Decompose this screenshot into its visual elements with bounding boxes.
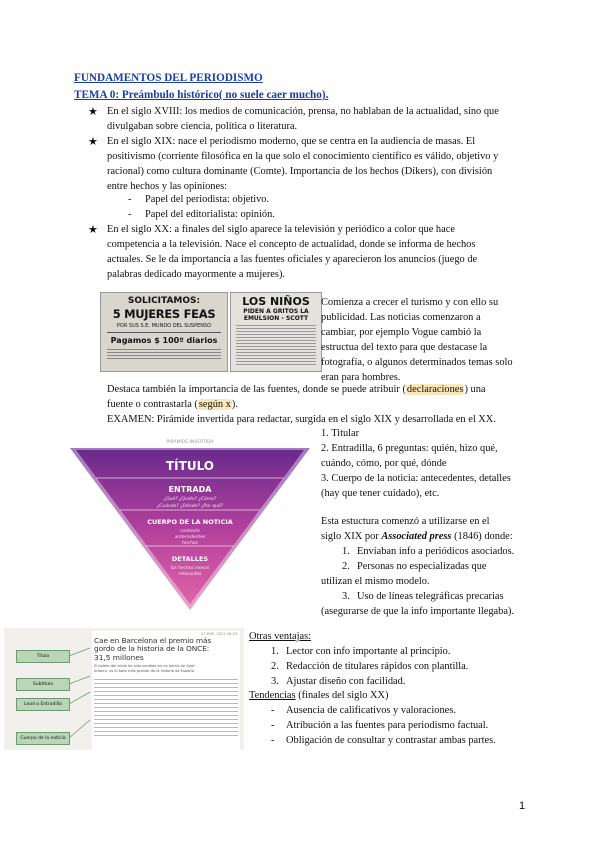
label-titulo: Título bbox=[16, 650, 70, 663]
star-icon: ★ bbox=[88, 136, 98, 148]
pyramid-cuerpo-d3: hechos bbox=[181, 541, 199, 546]
structure-item-1-num: 1. bbox=[342, 546, 350, 557]
structure-item-3-cont: (asegurarse de que la info importante llegaba). bbox=[321, 606, 515, 617]
article-preview: 27 ENE. 2021 09:29 Cae en Barcelona el premio más gordo de la historia de la ONCE: 31,5 millones El boleto del triple ha sido vendido en un barrio de Sant Andreu, es el bote más grande de la historia de España bbox=[92, 631, 240, 750]
bullet-20th-line-2: competencia a la televisión. Nace el concepto de actualidad, donde se informa de hechos bbox=[107, 239, 476, 250]
bullet-19th-line-3: racional) como cultura dominante (Comte). Importancia de los hechos (Dikers), con división bbox=[107, 166, 493, 177]
structure-item-1: Enviaban info a periódicos asociados. bbox=[357, 546, 515, 557]
advantages-title: Otras ventajas: bbox=[249, 631, 312, 642]
structure-line-2: siglo XIX por Associated press (1846) donde: bbox=[321, 531, 513, 542]
news-clipping-figure bbox=[4, 628, 244, 750]
highlight-segun: según x bbox=[198, 399, 231, 410]
sources-line-2: fuente o contrastarla (según x). bbox=[107, 399, 238, 410]
bullet-19th-line-2: positivismo (corriente filosófica en la que solo el conocimiento científico es válido, objetivo y bbox=[107, 151, 499, 162]
pyramid-titulo: TÍTULO bbox=[166, 459, 214, 473]
pyramid-body bbox=[76, 450, 304, 604]
advantage-num-3: 3. bbox=[271, 676, 279, 687]
part-titular: 1. Titular bbox=[321, 428, 360, 439]
bullet-19th-line-4: entre hechos y las opiniones: bbox=[107, 181, 228, 192]
bullet-18th-line-2: divulgaban sobre ciencia, política o literatura. bbox=[107, 121, 298, 132]
page-number: 1 bbox=[519, 800, 526, 812]
part-entradilla: 2. Entradilla, 6 preguntas: quién, hizo qué, bbox=[321, 443, 498, 454]
pyramid-detalles-d1: los hechos menos bbox=[170, 566, 210, 571]
tendency-item-3: Obligación de consultar y contrastar ambas partes. bbox=[286, 735, 496, 746]
pyramid-detalles: DETALLES bbox=[171, 555, 209, 563]
page-title: FUNDAMENTOS DEL PERIODISMO bbox=[74, 72, 263, 84]
bullet-20th-line-3: actuales. Se le da importancia a las fuentes oficiales y aparecieron los anuncios (juego de bbox=[107, 254, 478, 265]
part-cuerpo-cont: (hay que tener cuidado), etc. bbox=[321, 488, 440, 499]
label-subtitulo: Subtítulo bbox=[16, 678, 70, 691]
tourism-line-4: estructua del texto para que destacase la bbox=[321, 342, 488, 353]
tendency-item-1: Ausencia de calificativos y valoraciones. bbox=[286, 705, 456, 716]
advantage-item-1: Lector con info importante al principio. bbox=[286, 646, 451, 657]
advantage-item-3: Ajustar diseño con facilidad. bbox=[286, 676, 406, 687]
label-lead: Lead o Entradilla bbox=[16, 698, 70, 711]
sub-item-editorialista: Papel del editorialista: opinión. bbox=[145, 209, 275, 220]
star-icon: ★ bbox=[88, 224, 98, 236]
exam-note: EXAMEN: Pirámide invertida para redactar, surgida en el siglo XIX y desarrollada en el XX. bbox=[107, 414, 496, 425]
bullet-19th-line-1: En el siglo XIX: nace el periodismo moderno, que se centra en la audiencia de masas. El bbox=[107, 136, 476, 147]
structure-item-2-cont: utilizan el mismo modelo. bbox=[321, 576, 430, 587]
pyramid-entrada-q1: ¿Qué? ¿Quién? ¿Cómo? bbox=[163, 497, 217, 502]
page-subtitle: TEMA 0: Preámbulo histórico( no suele caer mucho). bbox=[74, 89, 329, 101]
bullet-20th-line-4: palabras dedicado mayormente a mujeres). bbox=[107, 269, 286, 280]
pyramid-entrada-q2: ¿Cuándo? ¿Dónde? ¿Por qué? bbox=[156, 504, 224, 509]
pyramid-entrada: ENTRADA bbox=[168, 485, 212, 494]
pyramid-cuerpo: CUERPO DE LA NOTICIA bbox=[147, 518, 233, 526]
pyramid-cuerpo-d1: contexto bbox=[180, 529, 200, 534]
advantage-num-1: 1. bbox=[271, 646, 279, 657]
inverted-pyramid-diagram bbox=[62, 432, 318, 612]
tourism-line-5: fotografía, o algunos determinados temas solo bbox=[321, 357, 513, 368]
advantage-num-2: 2. bbox=[271, 661, 279, 672]
label-cuerpo: Cuerpo de la noticia bbox=[16, 732, 70, 745]
dash-bullet: - bbox=[271, 735, 275, 746]
tourism-line-1: Comienza a crecer el turismo y con ello su bbox=[321, 297, 499, 308]
structure-item-3-num: 3. bbox=[342, 591, 350, 602]
structure-item-3: Uso de líneas telegráficas precarias bbox=[357, 591, 504, 602]
pyramid-caption: PIRÁMIDE INVERTIDA bbox=[166, 440, 214, 445]
ad-image-mujeres-feas: SOLICITAMOS: 5 MUJERES FEAS POR SUS S.E. MUNDO DEL SUSPENSO Pagamos $ 100º diarios bbox=[100, 292, 228, 372]
tendencies-title: Tendencias (finales del siglo XX) bbox=[249, 690, 389, 701]
tourism-line-6: eran para hombres. bbox=[321, 372, 401, 383]
pyramid-cuerpo-d2: antecedentes bbox=[174, 535, 206, 540]
dash-bullet: - bbox=[128, 194, 132, 205]
part-entradilla-cont: cuándo, cómo, por qué, dónde bbox=[321, 458, 447, 469]
part-cuerpo: 3. Cuerpo de la noticia: antecedentes, detalles bbox=[321, 473, 511, 484]
dash-bullet: - bbox=[128, 209, 132, 220]
structure-item-2: Personas no especializadas que bbox=[357, 561, 487, 572]
dash-bullet: - bbox=[271, 705, 275, 716]
structure-item-2-num: 2. bbox=[342, 561, 350, 572]
tourism-line-2: publicidad. Las noticias comenzaron a bbox=[321, 312, 481, 323]
bullet-18th-line-1: En el siglo XVIII: los medios de comunicación, prensa, no hablaban de la actualidad, sino que bbox=[107, 106, 499, 117]
ad-image-emulsion-scott: LOS NIÑOS PIDEN A GRITOS LA EMULSION - SCOTT bbox=[230, 292, 322, 372]
advantage-item-2: Redacción de titulares rápidos con plantilla. bbox=[286, 661, 469, 672]
tourism-line-3: cambiar, por ejemplo Vogue cambió la bbox=[321, 327, 482, 338]
tendency-item-2: Atribución a las fuentes para periodismo factual. bbox=[286, 720, 489, 731]
sources-line-1: Destaca también la importancia de las fuentes, donde se puede atribuir (declaraciones) una bbox=[107, 384, 486, 395]
highlight-declaraciones: declaraciones bbox=[406, 384, 464, 395]
sub-item-periodista: Papel del periodista: objetivo. bbox=[145, 194, 270, 205]
structure-line-1: Esta estuctura comenzó a utilizarse en el bbox=[321, 516, 490, 527]
dash-bullet: - bbox=[271, 720, 275, 731]
star-icon: ★ bbox=[88, 106, 98, 118]
bullet-20th-line-1: En el siglo XX: a finales del siglo aparece la televisión y periódico a color que hace bbox=[107, 224, 455, 235]
pyramid-detalles-d2: relevantes bbox=[178, 572, 202, 577]
